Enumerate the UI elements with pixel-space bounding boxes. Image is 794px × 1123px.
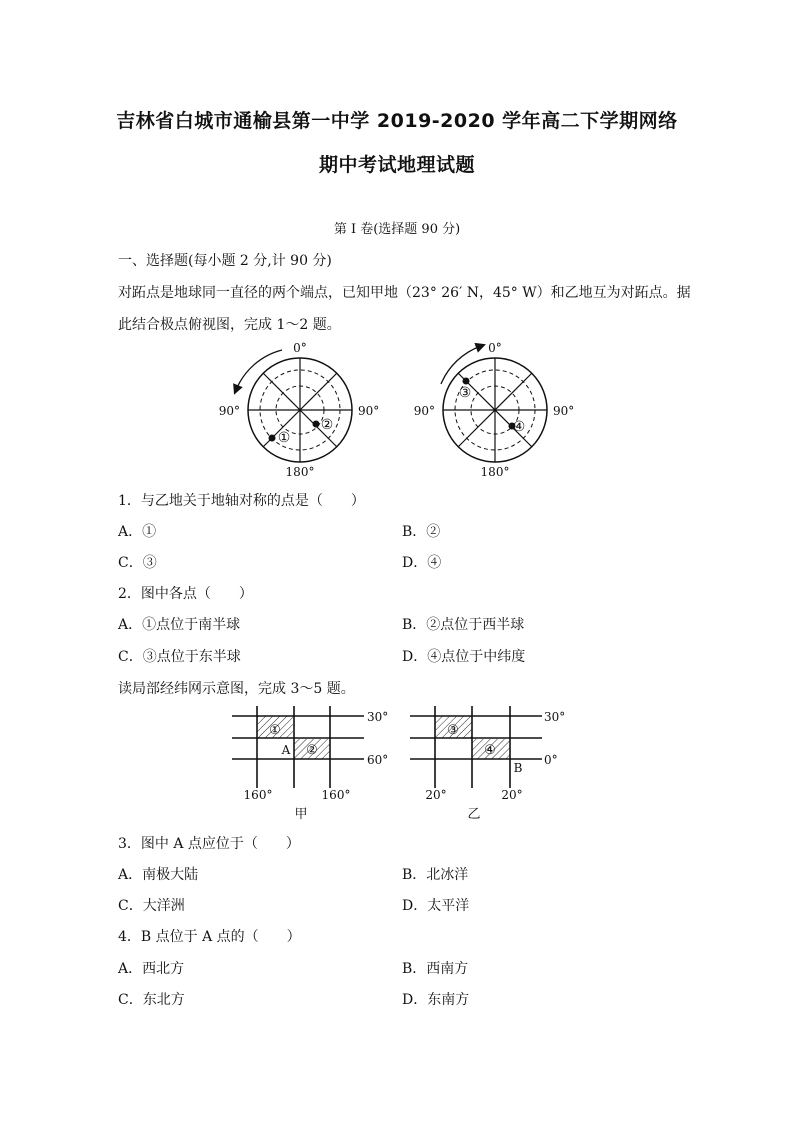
lat-label-top: 30° [367, 710, 389, 724]
label-90-left: 90° [413, 404, 435, 418]
question-4-option-d[interactable]: D．东南方 [402, 992, 470, 1008]
intro-paragraph-line1: 对跖点是地球同一直径的两个端点，已知甲地（23° 26′ N，45° W）和乙地互为对跖点。据 [118, 285, 691, 301]
polar-diagram-left [219, 341, 380, 479]
question-4-stem: 4．B 点位于 A 点的（ ） [118, 929, 301, 945]
label-90-right: 90° [553, 404, 575, 418]
polar-diagram-right [414, 341, 575, 479]
cell-2-label: ② [306, 743, 318, 758]
section-heading: 一、选择题(每小题 2 分,计 90 分) [118, 253, 332, 269]
label-point-1: ① [277, 430, 291, 446]
point-2-dot [313, 421, 320, 428]
question-3-option-b[interactable]: B．北冰洋 [402, 867, 469, 883]
question-3-option-c[interactable]: C．大洋洲 [118, 898, 185, 914]
rotation-arrow [441, 346, 481, 384]
caption-jia: 甲 [294, 807, 308, 822]
cell-3-label: ③ [447, 723, 459, 738]
question-1-option-a[interactable]: A．① [118, 524, 157, 540]
graticule-yi [410, 706, 565, 822]
label-point-2: ② [320, 417, 334, 433]
label-0: 0° [488, 341, 502, 355]
label-180: 180° [285, 465, 315, 479]
question-2-stem: 2．图中各点（ ） [118, 586, 253, 602]
question-4-option-b[interactable]: B．西南方 [402, 961, 469, 977]
question-3-stem: 3．图中 A 点应位于（ ） [118, 836, 300, 852]
point-a-label: A [281, 743, 291, 757]
label-point-3: ③ [458, 385, 472, 401]
lat-label-bottom: 60° [367, 753, 389, 767]
question-4-option-c[interactable]: C．东北方 [118, 992, 185, 1008]
question-1-option-d[interactable]: D．④ [402, 555, 442, 571]
cell-4-label: ④ [484, 743, 496, 758]
question-4-option-a[interactable]: A．西北方 [118, 961, 185, 977]
point-b-label: B [513, 761, 523, 775]
volume-heading: 第 I 卷(选择题 90 分) [333, 222, 461, 237]
question-1-option-b[interactable]: B．② [402, 524, 441, 540]
intro-paragraph-2: 读局部经纬网示意图，完成 3～5 题。 [118, 681, 355, 697]
graticule-jia [232, 706, 388, 822]
question-1-option-c[interactable]: C．③ [118, 555, 157, 571]
lat-label-bottom: 0° [544, 753, 558, 767]
point-1-dot [269, 435, 276, 442]
question-2-option-b[interactable]: B．②点位于西半球 [402, 617, 525, 633]
label-0: 0° [293, 341, 307, 355]
caption-yi: 乙 [467, 807, 481, 822]
question-1-stem: 1．与乙地关于地轴对称的点是（ ） [118, 493, 365, 509]
intro-paragraph-line2: 此结合极点俯视图，完成 1～2 题。 [118, 317, 341, 333]
rotation-arrow [236, 350, 282, 390]
polar-view-figure [218, 338, 575, 479]
lat-label-top: 30° [544, 710, 566, 724]
question-3-option-d[interactable]: D．太平洋 [402, 898, 470, 914]
document-title-line2: 期中考试地理试题 [318, 154, 475, 176]
question-2-option-c[interactable]: C．③点位于东半球 [118, 649, 241, 665]
point-3-dot [463, 378, 470, 385]
label-90-left: 90° [218, 404, 240, 418]
label-point-4: ④ [512, 419, 526, 435]
lon-label-right: 160° [321, 788, 351, 802]
graticule-figure [228, 704, 576, 824]
cell-1-label: ① [269, 723, 281, 738]
lon-label-left: 160° [243, 788, 273, 802]
question-3-option-a[interactable]: A．南极大陆 [118, 867, 199, 883]
label-180: 180° [480, 465, 510, 479]
question-2-option-a[interactable]: A．①点位于南半球 [118, 617, 241, 633]
label-90-right: 90° [358, 404, 380, 418]
lon-label-right: 20° [501, 788, 523, 802]
lon-label-left: 20° [425, 788, 447, 802]
document-title-line1: 吉林省白城市通榆县第一中学 2019-2020 学年高二下学期网络 [116, 110, 678, 132]
question-2-option-d[interactable]: D．④点位于中纬度 [402, 649, 526, 665]
